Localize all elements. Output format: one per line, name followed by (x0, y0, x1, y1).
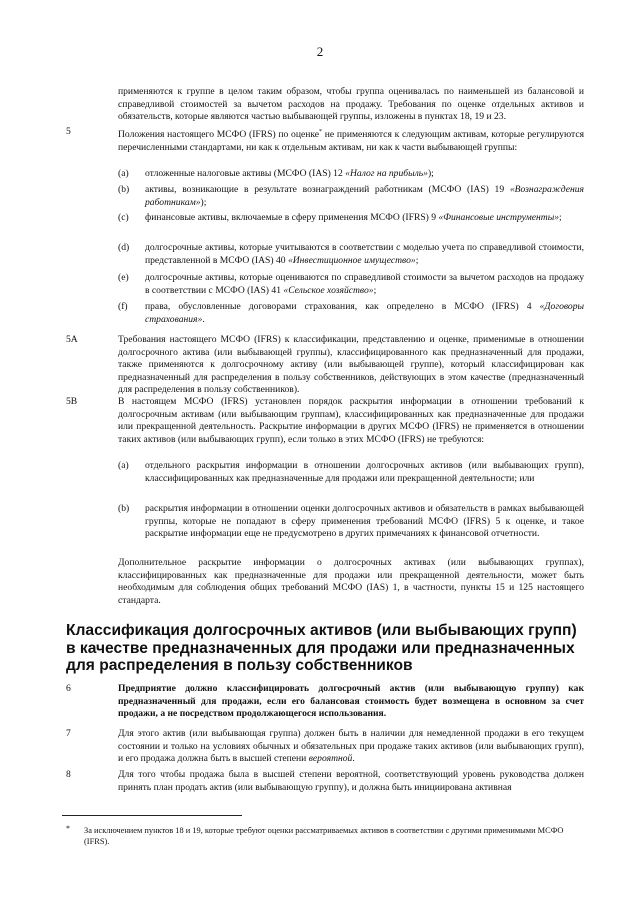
item-letter: (f) (118, 301, 128, 312)
item-italic-title: «Налог на прибыль» (345, 168, 428, 179)
item-italic-title: «Договоры страхования» (145, 301, 584, 325)
paragraph-5a: Требования настоящего МСФО (IFRS) к классификации, представлению и оценке, применимые в отношении долгосрочного актива (или выбывающей группы), классифицированного как предназначенный для продажи, также применяются к долгосрочному активу (или выбывающей группе), который классифицирован как предназначенный для распределения в пользу собственников, действующих в этом качестве (предназначенный для распределения в пользу собственников). (118, 334, 584, 395)
item-letter: (b) (118, 503, 130, 514)
list-item-5d (145, 242, 584, 267)
item-text: долгосрочные активы, которые оцениваются по справедливой стоимости за вычетом расходов на продажу в соответствии с МСФО (IAS) 41 (145, 272, 584, 296)
paragraph-number-5a: 5A (66, 334, 78, 345)
footnote-reference-marker: * (319, 129, 323, 135)
item-after: . (202, 313, 205, 325)
footnote-marker: * (66, 824, 70, 833)
item-letter: (e) (118, 272, 129, 283)
footnote-text: За исключением пунктов 18 и 19, которые требуют оценки рассматриваемых активов в соответствии с другими применимыми МСФО (IFRS). (84, 826, 564, 846)
list-item-5c (145, 212, 584, 225)
item-after: ; (559, 212, 562, 223)
item-text: права, обусловленные договорами страхования, как определено в МСФО (IFRS) 4 (145, 301, 540, 312)
paragraph-8: Для того чтобы продажа была в высшей степени вероятной, соответствующий уровень руководства должен принять план продать актив (или выбывающую группу), и должна быть инициирована активная (118, 769, 584, 793)
item-italic-title: «Сельское хозяйство» (283, 284, 374, 296)
item-after: ); (200, 196, 207, 208)
paragraph-5-text-b: не применяются к следующим активам, которые регулируются перечисленными стандартами, ни как к отдельным активам, ни как к части выбывающей группы: (118, 129, 584, 153)
intro-paragraph: применяются к группе в целом таким образом, чтобы группа оценивалась по наименьшей из балансовой и справедливой стоимостей за вычетом расходов на продажу. Требования по оценке отдельных активов и обязательств, которые являются частью выбывающей группы, изложены в пунктах 18, 19 и 23. (118, 86, 584, 122)
paragraph-5 (118, 126, 584, 154)
page-number: 2 (316, 44, 324, 59)
paragraph-number-7: 7 (66, 728, 71, 739)
list-item-5e (145, 272, 584, 297)
list-item-5a (145, 168, 584, 181)
paragraph-7-text: Для этого актив (или выбывающая группа) должен быть в наличии для немедленной продажи в его текущем состоянии и только на условиях обычных и обязательных при продаже таких активов (или выбывающих групп), и его продажа должна быть в высшей степени (118, 728, 584, 764)
paragraph-number-8: 8 (66, 769, 71, 780)
item-letter: (c) (118, 212, 129, 223)
item-letter: (a) (118, 460, 129, 471)
list-item-5b-a: отдельного раскрытия информации в отношении долгосрочных активов (или выбывающих групп), классифицированных как предназначенные для продажи или прекращенной деятельности; или (145, 460, 584, 484)
paragraph-number-5: 5 (66, 126, 71, 137)
list-item-5f (145, 301, 584, 326)
item-letter: (a) (118, 168, 129, 179)
list-item-5b-b: раскрытия информации в отношении оценки долгосрочных активов и обязательств в рамках выбывающей группы, которые не попадают в сферу применения требований МСФО (IFRS) 5 к оценке, и такое раскрытие информации еще не предусмотрено в других примечаниях к финансовой отчетности. (145, 503, 584, 539)
item-text: финансовые активы, включаемые в сферу применения МСФО (IFRS) 9 (145, 212, 439, 223)
item-text: долгосрочные активы, которые учитываются в соответствии с моделью учета по справедливой стоимости, представленной в МСФО (IAS) 40 (145, 242, 584, 266)
paragraph-5-text-a: Положения настоящего МСФО (IFRS) по оценке (118, 129, 320, 141)
paragraph-5b-closing: Дополнительное раскрытие информации о долгосрочных активах (или выбывающих группах), классифицированных как предназначенные для продажи или прекращенной деятельности, может быть необходимым для соблюдения общих требований МСФО (IAS) 1, в частности, пункты 15 и 125 настоящего стандарта. (118, 557, 584, 606)
item-italic-title: «Инвестиционное имущество» (287, 254, 416, 266)
item-italic-title: «Вознаграждения работникам» (145, 184, 584, 208)
paragraph-7-after: . (352, 753, 355, 764)
item-text: отложенные налоговые активы (МСФО (IAS) 12 (145, 168, 346, 179)
paragraph-7 (118, 728, 584, 766)
paragraph-5b: В настоящем МСФО (IFRS) установлен порядок раскрытия информации в отношении требований к долгосрочным активам (или выбывающим группам), классифицированных как предназначенные для продажи или прекращенной деятельность. Раскрытие информации в других МСФО (IFRS) не применяется в отношении таких активов (или выбывающих групп), если только в этих МСФО (IFRS) не требуются: (118, 396, 584, 445)
item-letter: (d) (118, 242, 130, 253)
item-italic-title: «Финансовые инструменты» (438, 212, 560, 223)
paragraph-number-6: 6 (66, 683, 71, 694)
paragraph-6: Предприятие должно классифицировать долгосрочный актив (или выбывающую группу) как предназначенный для продажи, если его балансовая стоимость будет возмещена в основном за счет продажи, а не посредством продолжающегося использования. (118, 683, 584, 719)
item-after: ); (427, 168, 434, 179)
list-item-5b (145, 184, 584, 209)
section-heading: Классификация долгосрочных активов (или выбывающих групп) в качестве предназначенных для продажи или предназначенных для распределения в пользу собственников (66, 622, 577, 674)
item-after: ; (373, 284, 377, 296)
paragraph-number-5b: 5B (66, 396, 78, 407)
item-after: ; (415, 254, 419, 266)
footnote-separator (62, 815, 242, 816)
paragraph-7-italic: вероятной (308, 753, 353, 764)
item-letter: (b) (118, 184, 130, 195)
item-text: активы, возникающие в результате вознаграждений работникам (МСФО (IAS) 19 (145, 184, 510, 195)
